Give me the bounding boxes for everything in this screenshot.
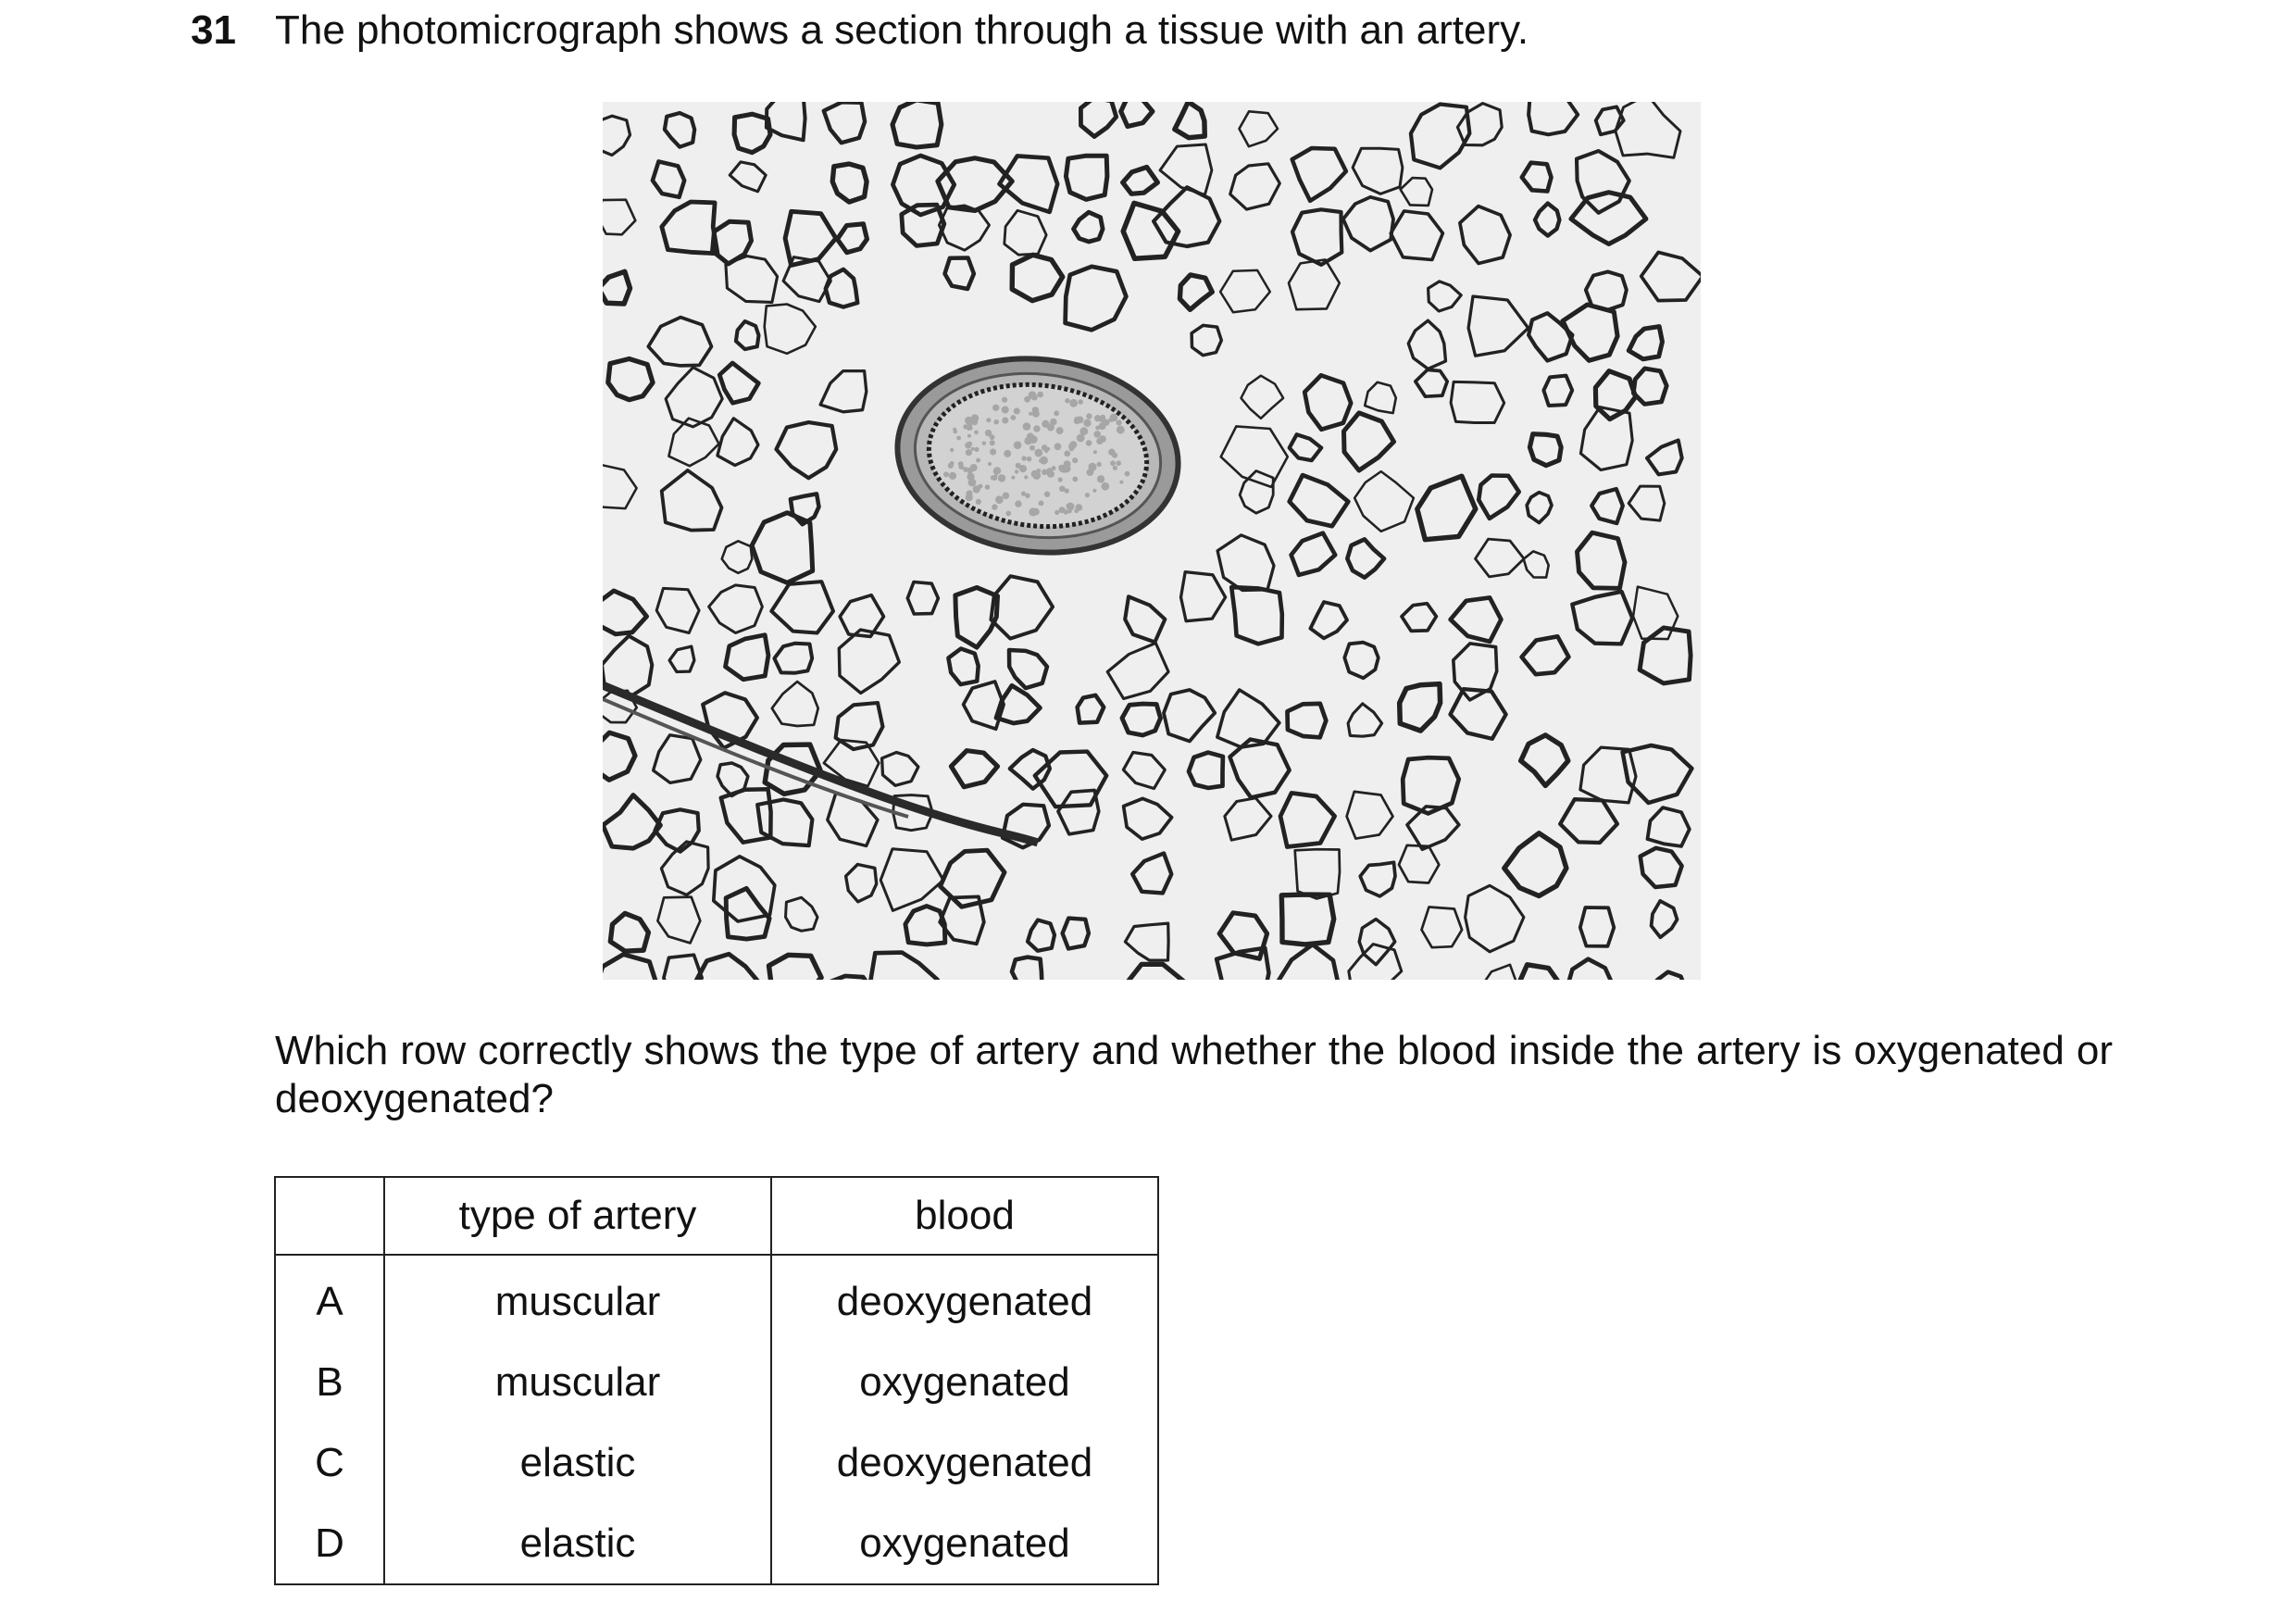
blood-cell-dot	[1117, 426, 1125, 434]
blood-cell-dot	[943, 471, 949, 477]
blood-cell: deoxygenated	[771, 1422, 1158, 1503]
blood-cell-dot	[948, 463, 954, 469]
option-letter: D	[275, 1503, 384, 1584]
blood-cell-dot	[1054, 410, 1059, 416]
blood-cell-dot	[1034, 449, 1042, 457]
blood-cell-dot	[1110, 414, 1118, 422]
blood-cell-dot	[1042, 420, 1049, 428]
blood-cell-dot	[1074, 418, 1080, 424]
blood-cell-dot	[1003, 493, 1010, 500]
blood-cell-dot	[1006, 511, 1012, 517]
blood-cell-dot	[1064, 509, 1069, 515]
blood-cell: oxygenated	[771, 1503, 1158, 1584]
blood-cell-dot	[985, 484, 991, 490]
blood-cell-dot	[1002, 397, 1007, 403]
header-type-of-artery: type of artery	[384, 1177, 771, 1255]
blood-cell-dot	[967, 473, 974, 481]
blood-cell-dot	[974, 431, 979, 435]
blood-cell-dot	[1086, 413, 1092, 419]
blood-cell-dot	[1021, 492, 1026, 496]
blood-cell-dot	[1065, 398, 1069, 403]
blood-cell-dot	[1097, 475, 1104, 482]
blood-cell-dot	[1042, 444, 1048, 451]
option-letter: C	[275, 1422, 384, 1503]
blood-cell-dot	[973, 485, 980, 493]
blood-cell-dot	[949, 472, 956, 480]
blood-cell-dot	[1004, 450, 1011, 457]
blood-cell-dot	[1059, 465, 1067, 472]
blood-cell-dot	[1117, 419, 1122, 425]
blood-cell-dot	[1069, 441, 1077, 448]
blood-cell-dot	[953, 430, 957, 434]
blood-cell-dot	[1002, 407, 1009, 414]
table-row[interactable]	[275, 1342, 1158, 1422]
question-number: 31	[191, 7, 236, 53]
blood-cell-dot	[1022, 456, 1027, 460]
blood-cell-dot	[982, 442, 986, 445]
blood-cell-dot	[986, 418, 991, 422]
blood-cell-dot	[966, 494, 973, 501]
blood-cell-dot	[993, 469, 998, 474]
blood-cell-dot	[1092, 489, 1096, 493]
blood-cell-dot	[990, 434, 995, 440]
blood-cell-dot	[1037, 392, 1043, 398]
blood-cell-dot	[958, 461, 964, 467]
blood-cell-dot	[1125, 471, 1130, 477]
blood-cell-dot	[1039, 501, 1044, 507]
blood-cell-dot	[1090, 466, 1095, 471]
blood-cell-dot	[1101, 482, 1109, 491]
blood-cell-dot	[1093, 450, 1097, 454]
table-row[interactable]	[275, 1422, 1158, 1503]
blood-cell-dot	[971, 419, 978, 425]
blood-cell-dot	[1086, 440, 1092, 446]
blood-cell-dot	[965, 442, 971, 448]
blood-cell-dot	[1067, 509, 1072, 514]
blood-cell-dot	[967, 434, 971, 438]
blood-cell-dot	[1095, 426, 1100, 431]
blood-cell-dot	[1033, 425, 1040, 432]
blood-cell-dot	[1078, 399, 1083, 405]
blood-cell-dot	[1056, 427, 1064, 434]
blood-cell-dot	[1064, 451, 1070, 457]
photomicrograph	[603, 102, 1701, 980]
artery-type-cell: elastic	[384, 1422, 771, 1503]
blood-cell-dot	[1050, 419, 1057, 426]
blood-cell-dot	[990, 448, 996, 455]
blood-cell-dot	[1014, 407, 1020, 414]
blood-cell-dot	[1074, 509, 1079, 514]
blood-cell-dot	[1029, 507, 1037, 516]
blood-cell-dot	[1015, 500, 1021, 507]
blood-cell-dot	[1031, 470, 1039, 478]
option-letter: B	[275, 1342, 384, 1422]
blood-cell-dot	[1054, 443, 1062, 450]
blood-cell-dot	[1072, 477, 1078, 482]
blood-cell-dot	[1069, 399, 1078, 407]
blood-cell-dot	[988, 462, 992, 466]
blood-cell-dot	[1085, 493, 1090, 497]
blood-cell-dot	[1015, 469, 1018, 473]
blood-cell-dot	[956, 436, 961, 441]
question-stem: The photomicrograph shows a section through a tissue with an artery.	[275, 7, 1529, 53]
artery-type-cell: muscular	[384, 1342, 771, 1422]
artery-type-cell: muscular	[384, 1255, 771, 1342]
blood-cell-dot	[1113, 466, 1117, 470]
header-letter	[275, 1177, 384, 1255]
blood-cell-dot	[1040, 457, 1048, 465]
header-blood: blood	[771, 1177, 1158, 1255]
blood-cell-dot	[1054, 510, 1059, 515]
question-prompt: Which row correctly shows the type of artery and whether the blood inside the artery is oxygenated or deoxygenated?	[275, 1028, 2113, 1121]
blood-cell-dot	[1116, 460, 1121, 466]
blood-cell: deoxygenated	[771, 1255, 1158, 1342]
table-row[interactable]	[275, 1503, 1158, 1584]
blood-cell-dot	[1099, 416, 1105, 422]
blood-cell-dot	[1058, 477, 1063, 482]
blood-cell-dot	[991, 475, 995, 480]
blood-cell-dot	[1027, 457, 1032, 462]
blood-cell-dot	[971, 447, 975, 451]
blood-cell-dot	[1093, 431, 1101, 438]
blood-cell-dot	[990, 440, 995, 445]
blood-cell-dot	[967, 422, 973, 428]
blood-cell-dot	[976, 499, 981, 505]
answer-table	[274, 1176, 1159, 1585]
blood-cell-dot	[1002, 417, 1008, 423]
blood-cell-dot	[976, 458, 980, 463]
blood-cell-dot	[1016, 463, 1021, 469]
blood-cell-dot	[1011, 415, 1017, 420]
blood-cell-dot	[967, 468, 973, 474]
blood-cell-dot	[1067, 504, 1071, 508]
blood-cell-dot	[1027, 432, 1034, 440]
blood-cell-dot	[1014, 441, 1022, 449]
tissue-section-image	[603, 102, 1701, 980]
blood-cell-dot	[1112, 453, 1117, 458]
blood-cell-dot	[950, 448, 954, 452]
blood-cell: oxygenated	[771, 1342, 1158, 1422]
blood-cell-dot	[1119, 481, 1123, 484]
blood-cell-dot	[1029, 412, 1032, 416]
blood-cell-dot	[1099, 435, 1106, 443]
option-letter: A	[275, 1255, 384, 1342]
table-row[interactable]	[275, 1255, 1158, 1342]
blood-cell-dot	[1059, 486, 1066, 493]
blood-cell-dot	[1046, 468, 1053, 474]
table-header-row	[275, 1177, 1158, 1255]
blood-cell-dot	[1011, 476, 1015, 480]
blood-cell-dot	[1044, 492, 1050, 497]
blood-cell-dot	[966, 449, 972, 456]
blood-cell-dot	[992, 504, 997, 509]
blood-cell-dot	[1077, 434, 1085, 443]
blood-cell-dot	[1072, 457, 1078, 463]
blood-cell-dot	[1024, 475, 1028, 479]
blood-cell-dot	[1023, 422, 1031, 431]
blood-cell-dot	[995, 495, 1004, 504]
blood-cell-dot	[992, 405, 999, 411]
blood-cell-dot	[1110, 460, 1116, 466]
artery-type-cell: elastic	[384, 1503, 771, 1584]
blood-cell-dot	[998, 474, 1005, 482]
blood-cell-dot	[1083, 419, 1091, 427]
blood-cell-dot	[1029, 445, 1035, 451]
blood-cell-dot	[993, 419, 999, 425]
blood-cell-dot	[1024, 396, 1030, 403]
blood-cell-dot	[1032, 407, 1039, 413]
blood-cell-dot	[1097, 462, 1102, 467]
blood-cell-dot	[974, 447, 979, 452]
